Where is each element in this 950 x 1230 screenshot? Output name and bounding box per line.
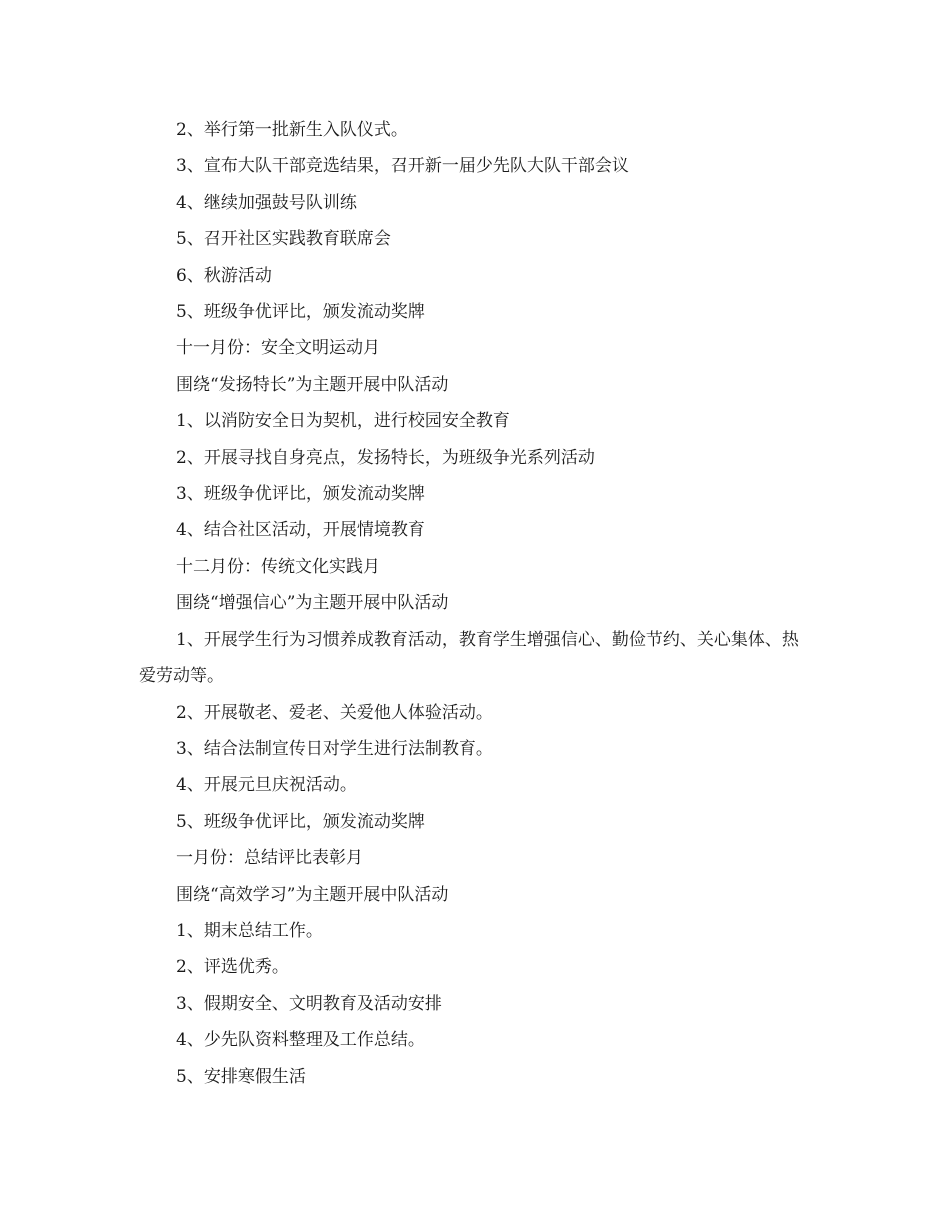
document-paragraph: 5、班级争优评比，颁发流动奖牌 — [176, 302, 425, 323]
document-paragraph: 2、开展寻找自身亮点，发扬特长，为班级争光系列活动 — [176, 447, 595, 468]
document-paragraph: 围绕“高效学习”为主题开展中队活动 — [176, 884, 449, 905]
document-paragraph: 5、班级争优评比，颁发流动奖牌 — [176, 811, 425, 832]
document-paragraph: 4、继续加强鼓号队训练 — [176, 192, 357, 213]
document-paragraph: 2、开展敬老、爱老、关爱他人体验活动。 — [176, 702, 493, 723]
document-paragraph: 1、期末总结工作。 — [176, 920, 323, 941]
document-paragraph: 6、秋游活动 — [176, 265, 272, 286]
document-paragraph: 3、结合法制宣传日对学生进行法制教育。 — [176, 738, 493, 759]
document-paragraph: 3、班级争优评比，颁发流动奖牌 — [176, 484, 425, 505]
document-paragraph: 4、结合社区活动，开展情境教育 — [176, 520, 425, 541]
document-paragraph: 3、假期安全、文明教育及活动安排 — [176, 993, 442, 1014]
document-paragraph: 5、召开社区实践教育联席会 — [176, 229, 391, 250]
document-paragraph: 围绕“增强信心”为主题开展中队活动 — [176, 593, 449, 614]
document-body — [139, 112, 809, 1095]
document-paragraph: 1、以消防安全日为契机，进行校园安全教育 — [176, 411, 510, 432]
document-paragraph: 1、开展学生行为习惯养成教育活动，教育学生增强信心、勤俭节约、关心集体、热爱劳动等。 — [139, 629, 799, 687]
document-paragraph: 围绕“发扬特长”为主题开展中队活动 — [176, 374, 449, 395]
document-paragraph: 3、宣布大队干部竞选结果，召开新一届少先队大队干部会议 — [176, 156, 629, 177]
document-paragraph: 4、少先队资料整理及工作总结。 — [176, 1030, 425, 1051]
document-paragraph: 一月份：总结评比表彰月 — [176, 848, 363, 869]
document-paragraph: 十二月份：传统文化实践月 — [176, 556, 380, 577]
document-paragraph: 2、评选优秀。 — [176, 957, 289, 978]
document-paragraph: 5、安排寒假生活 — [176, 1066, 306, 1087]
document-paragraph: 十一月份：安全文明运动月 — [176, 338, 380, 359]
document-paragraph: 2、举行第一批新生入队仪式。 — [176, 120, 408, 140]
document-paragraph: 4、开展元旦庆祝活动。 — [176, 775, 357, 796]
